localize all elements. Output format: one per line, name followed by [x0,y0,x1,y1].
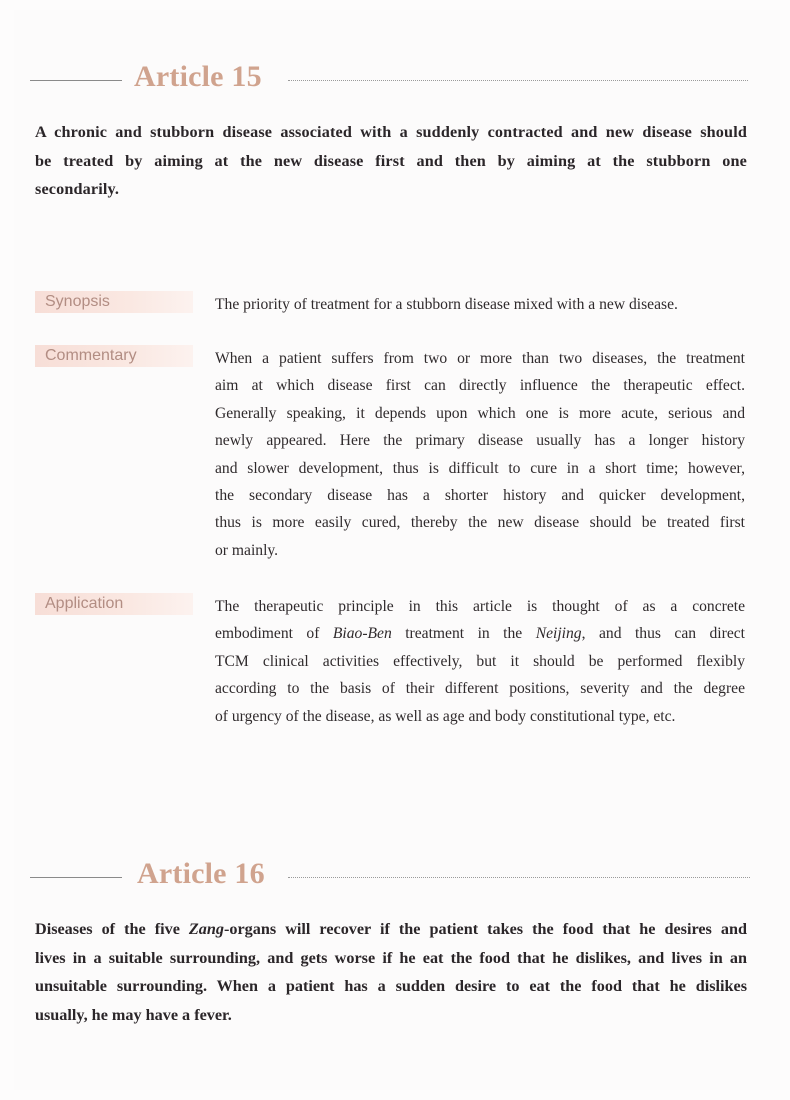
commentary-line: aim at which disease first can directly influence the therapeutic effect. [215,377,745,395]
article-16-title: Article 16 [137,857,265,890]
application-line [215,620,745,647]
statement-line: unsuitable surrounding. When a patient has a sudden desire to eat the food that he dislikes [35,977,747,995]
article-15-title: Article 15 [134,60,262,93]
article-15-statement [35,118,747,204]
commentary-label: Commentary [35,345,193,367]
application-line: of urgency of the disease, as well as age and body constitutional type, etc. [215,707,676,725]
heading-rule-left [30,877,122,878]
statement-line: A chronic and stubborn disease associated with a suddenly contracted and new disease should [35,123,747,141]
commentary-line: or mainly. [215,541,279,559]
text-run: , and thus can direct [581,625,746,643]
commentary-line: thus is more easily cured, thereby the new disease should be treated first [215,514,745,532]
commentary-line: newly appeared. Here the primary disease usually has a longer history [215,432,745,450]
synopsis-line: The priority of treatment for a stubborn disease mixed with a new disease. [215,296,678,313]
application-line: according to the basis of their different positions, severity and the degree [215,680,745,698]
heading-rule-right [288,877,750,878]
text-run: embodiment of [215,625,333,643]
text-run: -organs will recover if the patient takes the food that he desires and [224,920,747,938]
synopsis-text [215,291,745,318]
heading-rule-right [288,80,748,81]
statement-line: lives in a suitable surrounding, and gets worse if he eat the food that he dislikes, and lives in an [35,948,747,967]
commentary-text [215,345,745,564]
italic-term: Neijing [535,625,582,643]
article-15-heading [30,60,750,100]
application-text [215,593,745,730]
synopsis-label: Synopsis [35,291,193,313]
commentary-line: and slower development, thus is difficult to cure in a short time; however, [215,459,745,477]
italic-term: Biao-Ben [332,625,392,643]
text-run: treatment in the [391,625,536,643]
commentary-line: the secondary disease has a shorter history and quicker development, [215,487,745,505]
application-label: Application [35,593,193,615]
italic-term: Zang [188,920,225,938]
article-16-statement [35,915,747,1029]
statement-line [35,915,747,944]
commentary-line: Generally speaking, it depends upon which one is more acute, serious and [215,404,745,422]
statement-line: secondarily. [35,180,120,198]
application-line: TCM clinical activities effectively, but it should be performed flexibly [215,652,745,670]
application-line: The therapeutic principle in this article is thought of as a concrete [215,598,745,615]
statement-line: be treated by aiming at the new disease first and then by aiming at the stubborn one [35,151,747,170]
commentary-line: When a patient suffers from two or more than two diseases, the treatment [215,350,745,367]
heading-rule-left [30,80,122,81]
text-run: Diseases of the five [35,920,189,938]
article-16-heading [30,857,750,897]
statement-line: usually, he may have a fever. [35,1005,232,1024]
